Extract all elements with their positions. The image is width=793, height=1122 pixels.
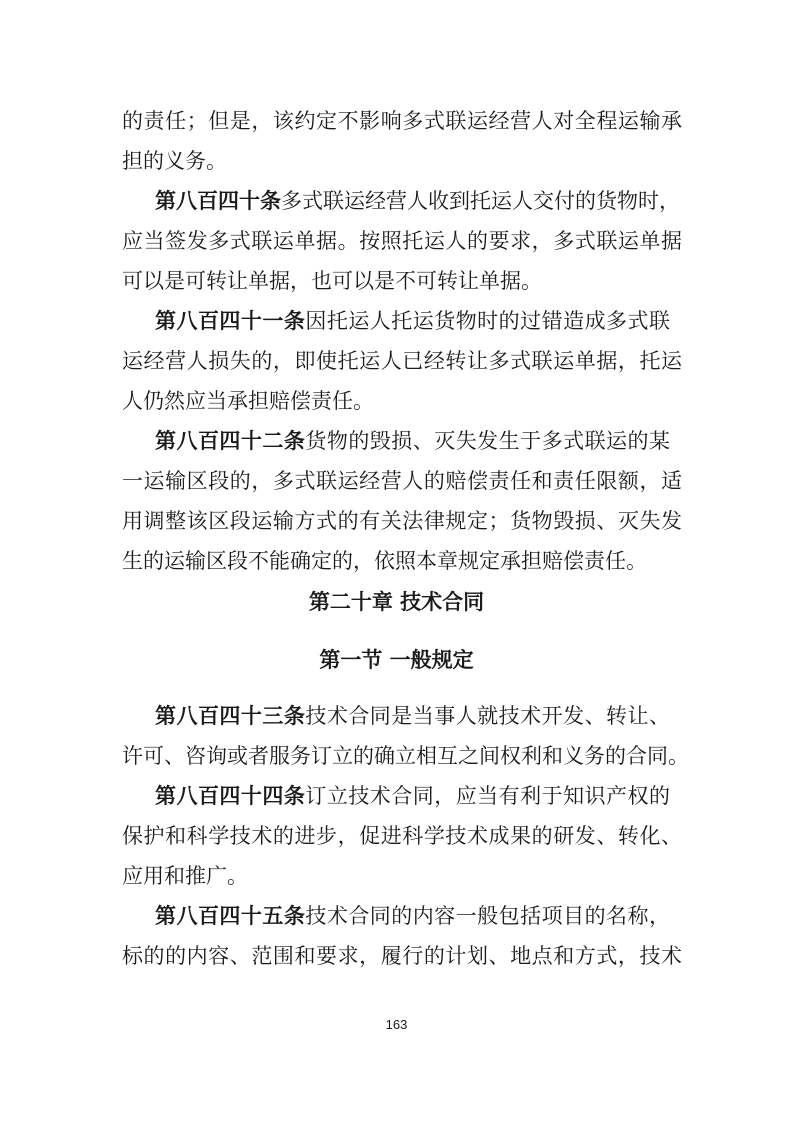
- page-number: 163: [385, 1017, 408, 1032]
- article-844-line: [155, 776, 670, 816]
- article-number: 第八百四十三条: [155, 704, 306, 728]
- body-text-line: 人仍然应当承担赔偿责任。: [122, 389, 374, 413]
- body-text-line: 用调整该区段运输方式的有关法律规定；货物毁损、灭失发: [122, 509, 682, 533]
- article-number: 第八百四十一条: [155, 309, 306, 333]
- article-text: 订立技术合同，应当有利于知识产权的: [305, 784, 671, 808]
- body-text-line: 保护和科学技术的进步，促进科学技术成果的研发、转化、: [122, 824, 682, 848]
- article-840-line: [155, 181, 680, 221]
- body-text-line: 应用和推广。: [122, 864, 248, 888]
- section-heading: 第一节 一般规定: [319, 648, 474, 672]
- body-text-line: 可以是可转让单据，也可以是不可转让单据。: [122, 269, 542, 293]
- article-text: 技术合同的内容一般包括项目的名称，: [305, 904, 671, 928]
- article-number: 第八百四十四条: [155, 784, 306, 808]
- body-text-line: 的责任；但是，该约定不影响多式联运经营人对全程运输承: [122, 109, 682, 133]
- body-text-line: 生的运输区段不能确定的，依照本章规定承担赔偿责任。: [122, 549, 647, 573]
- article-845-line: [155, 896, 670, 936]
- article-number: 第八百四十五条: [155, 904, 306, 928]
- article-text: 因托运人托运货物时的过错造成多式联: [305, 309, 671, 333]
- article-number: 第八百四十条: [155, 189, 281, 213]
- chapter-heading: 第二十章 技术合同: [308, 590, 485, 614]
- body-text-line: 担的义务。: [122, 149, 227, 173]
- article-text: 多式联运经营人收到托运人交付的货物时，: [281, 189, 680, 213]
- article-843-line: [155, 696, 670, 736]
- article-text: 技术合同是当事人就技术开发、转让、: [305, 704, 671, 728]
- article-text: 货物的毁损、灭失发生于多式联运的某: [305, 429, 671, 453]
- body-text-line: 应当签发多式联运单据。按照托运人的要求，多式联运单据: [122, 229, 682, 253]
- body-text-line: 标的的内容、范围和要求，履行的计划、地点和方式，技术: [122, 944, 682, 968]
- body-text-line: 一运输区段的，多式联运经营人的赔偿责任和责任限额，适: [122, 469, 682, 493]
- body-text-line: 运经营人损失的，即使托运人已经转让多式联运单据，托运: [122, 349, 682, 373]
- body-text-line: 许可、咨询或者服务订立的确立相互之间权利和义务的合同。: [122, 744, 689, 768]
- article-number: 第八百四十二条: [155, 429, 306, 453]
- article-842-line: [155, 421, 670, 461]
- article-841-line: [155, 301, 670, 341]
